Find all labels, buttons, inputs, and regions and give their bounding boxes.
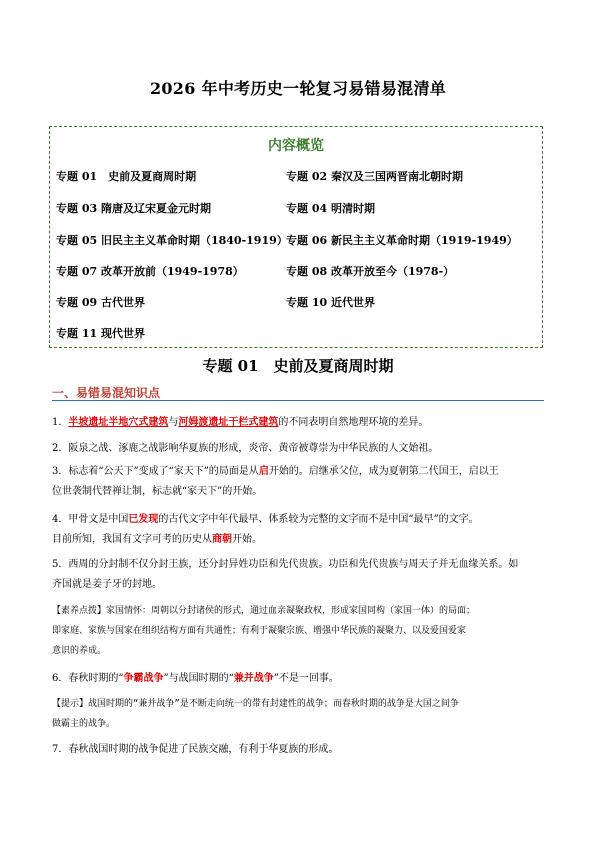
point-3: [52, 462, 544, 502]
point-4-text-d: 目前所知，我国有文字可考的历史从: [52, 534, 212, 545]
point-2: 2．阪泉之战、涿鹿之战影响华夏族的形成，炎帝、黄帝被尊崇为中华民族的人文始祖。: [52, 443, 439, 454]
toc-item-05: 专题 05 旧民主主义革命时期（1840-1919）: [56, 234, 288, 247]
hint-note: [52, 694, 544, 734]
point-3-text-a: 3．标志着“公天下”变成了“家天下”的局面是从: [52, 466, 259, 477]
point-4-text-f: 开始。: [232, 534, 262, 545]
contents-overview-box: [49, 126, 543, 348]
toc-item-10: 专题 10 近代世界: [286, 296, 375, 309]
point-3-highlight: 启: [258, 466, 269, 477]
point-6-text-a: 6．春秋时期的“: [52, 673, 124, 684]
point-1-highlight-c: 河姆渡遗址干栏式建筑: [178, 417, 279, 428]
literacy-tip: [52, 601, 544, 661]
subsection-title: 一、易错易混知识点: [52, 386, 161, 400]
point-5-text-b: 齐国就是姜子牙的封地。: [52, 579, 162, 590]
point-7: 7．春秋战国时期的战争促进了民族交融，有利于华夏族的形成。: [52, 744, 339, 755]
toc-item-06: 专题 06 新民主主义革命时期（1919-1949）: [286, 234, 518, 247]
point-1-text-d: 的不同表明自然地理环境的差异。: [278, 417, 429, 428]
point-3-text-c: 开始的。启继承父位，成为夏朝第二代国王，启以王: [268, 466, 499, 477]
toc-item-02: 专题 02 秦汉及三国两晋南北朝时期: [286, 170, 463, 183]
toc-item-08: 专题 08 改革开放至今（1978-）: [286, 265, 455, 278]
point-6-text-e: ”不是一回事。: [273, 673, 339, 684]
point-4: [52, 510, 544, 550]
literacy-tip-line-1: 【素养点拨】家国情怀：周朝以分封诸侯的形式，通过血亲凝聚政权，形成家国同构（家国一体）的局面；: [52, 606, 476, 616]
point-4-highlight-b: 已发现: [128, 514, 159, 525]
literacy-tip-line-3: 意识的养成。: [52, 646, 107, 656]
toc-item-09: 专题 09 古代世界: [56, 296, 145, 309]
point-5-text-a: 5．西周的分封制不仅分封王族，还分封异姓功臣和先代贵族。功臣和先代贵族与周天子并无血缘关系。如: [52, 559, 519, 570]
toc-item-11: 专题 11 现代世界: [56, 327, 145, 340]
point-6-highlight-b: 争霸战争: [123, 673, 164, 684]
point-1-number: 1．: [52, 417, 69, 428]
point-4-text-a: 4．甲骨文是中国: [52, 514, 129, 525]
point-6-highlight-d: 兼并战争: [233, 673, 274, 684]
toc-item-04: 专题 04 明清时期: [286, 202, 375, 215]
point-1: [52, 413, 544, 433]
point-6: [52, 669, 544, 689]
literacy-tip-line-2: 即家庭、家族与国家在组织结构方面有共通性；有利于凝聚宗族、增强中华民族的凝聚力、以及爱国爱家: [52, 626, 467, 636]
toc-item-07: 专题 07 改革开放前（1949-1978）: [56, 265, 244, 278]
point-5: [52, 555, 544, 595]
point-6-text-c: ”与战国时期的“: [163, 673, 234, 684]
subsection-rule: [52, 400, 544, 401]
point-4-text-c: 的古代文字中年代最早、体系较为完整的文字而不是中国“最早”的文字。: [158, 514, 479, 525]
section-title: 专题 01 史前及夏商周时期: [202, 357, 394, 375]
point-1-text-b: 与: [168, 417, 179, 428]
toc-item-03: 专题 03 隋唐及辽宋夏金元时期: [56, 202, 211, 215]
contents-overview-heading: 内容概览: [268, 138, 324, 154]
hint-note-line-2: 做霸主的战争。: [52, 719, 116, 729]
hint-note-line-1: 【提示】战国时期的“兼并战争”是不断走向统一的带有封建性的战争；而春秋时期的战争是大国之间争: [52, 699, 459, 709]
toc-item-01: 专题 01 史前及夏商周时期: [56, 170, 197, 183]
point-3-text-d: 位世袭制代替禅让制，标志就“家天下”的开始。: [52, 486, 263, 497]
document-title: 2026 年中考历史一轮复习易错易混清单: [149, 79, 447, 98]
point-4-highlight-e: 商朝: [212, 534, 232, 545]
point-1-highlight-a: 半坡遗址半地穴式建筑: [68, 417, 169, 428]
